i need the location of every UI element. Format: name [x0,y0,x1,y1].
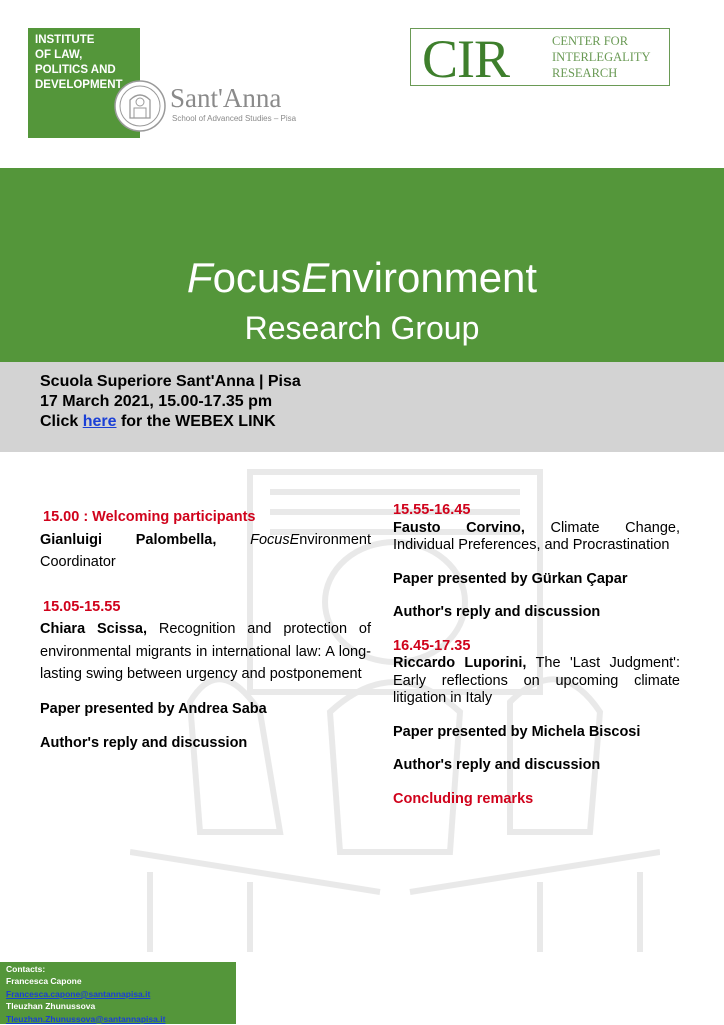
paper-presenter: Paper presented by Gürkan Çapar [393,570,628,587]
institute-line: OF LAW, [35,49,83,61]
contact-email[interactable]: Francesca.capone@santannapisa.it [6,988,151,999]
concluding-remarks: Concluding remarks [393,790,534,807]
session-time: 16.45-17.35 [393,637,471,654]
author-reply: Author's reply and discussion [40,735,248,751]
contact-name: Tleuzhan Zhunussova [6,1001,96,1012]
speaker-role: nvironment Coordinator [40,531,371,570]
session-time: 15.00 : Welcoming participants [43,509,256,525]
talk-title: Climate Change, Individual Preferences, and Procrastination [393,519,680,553]
program-left-column [40,506,371,755]
event-info [40,372,301,432]
school-subtitle: School of Advanced Studies – Pisa [172,114,297,123]
speaker-name: Fausto Corvino, [393,519,525,536]
session-speaker-line [393,655,680,708]
contacts-text [6,963,165,1025]
cir-line: CENTER FOR [552,34,629,48]
webex-line [40,412,301,432]
title-italic-f: F [186,254,213,301]
institute-logo-text [35,33,123,93]
speaker-name: Riccardo Luporini, [393,655,527,671]
institute-line: DEVELOPMENT [35,79,123,91]
contact-name: Francesca Capone [6,976,82,987]
cir-logo-letters: CIR [422,29,510,89]
program-right-column [393,502,680,808]
speaker-name: Gianluigi Palombella, [40,531,217,548]
title-part: nvironment [329,254,538,301]
paper-presenter: Paper presented by Michela Biscosi [393,723,641,740]
session-time: 15.55-16.45 [393,502,471,518]
click-prefix: Click [40,413,79,430]
role-italic: Focus [250,531,290,548]
session-time: 15.05-15.55 [43,598,121,615]
session-speaker-line [393,520,680,555]
institute-line: POLITICS AND [35,64,116,76]
title-italic-e: E [301,254,330,301]
paper-presenter: Paper presented by Andrea Saba [40,700,267,717]
title-part: ocus [212,254,302,301]
page-title [0,252,724,304]
role-italic: E [289,531,300,548]
session-speaker-line [40,529,371,574]
author-reply: Author's reply and discussion [393,604,601,620]
author-reply: Author's reply and discussion [393,757,601,773]
click-suffix: for the WEBEX LINK [120,413,276,430]
cir-logo-text [552,33,651,81]
session-speaker-line [40,618,371,686]
cir-line: RESEARCH [552,66,618,80]
institute-line: INSTITUTE [35,34,95,46]
talk-title: The 'Last Judgment': Early reflections on upcoming climate litigation in Italy [393,655,680,706]
event-venue: Scuola Superiore Sant'Anna | Pisa [40,373,301,390]
event-date: 17 March 2021, 15.00-17.35 pm [40,393,273,410]
talk-title: Recognition and protection of environmental migrants in international law: A long-lasting swing between urgency and postponement [40,621,371,682]
contact-email[interactable]: Tleuzhan.Zhunussova@santannapisa.it [6,1013,166,1024]
school-name: Sant'Anna [170,83,282,113]
contacts-heading: Contacts: [6,964,46,974]
santanna-seal-icon [112,78,168,134]
page-subtitle: Research Group [244,310,480,346]
cir-line: INTERLEGALITY [552,50,651,64]
speaker-name: Chiara Scissa, [40,621,147,637]
webex-link[interactable]: here [82,413,117,430]
